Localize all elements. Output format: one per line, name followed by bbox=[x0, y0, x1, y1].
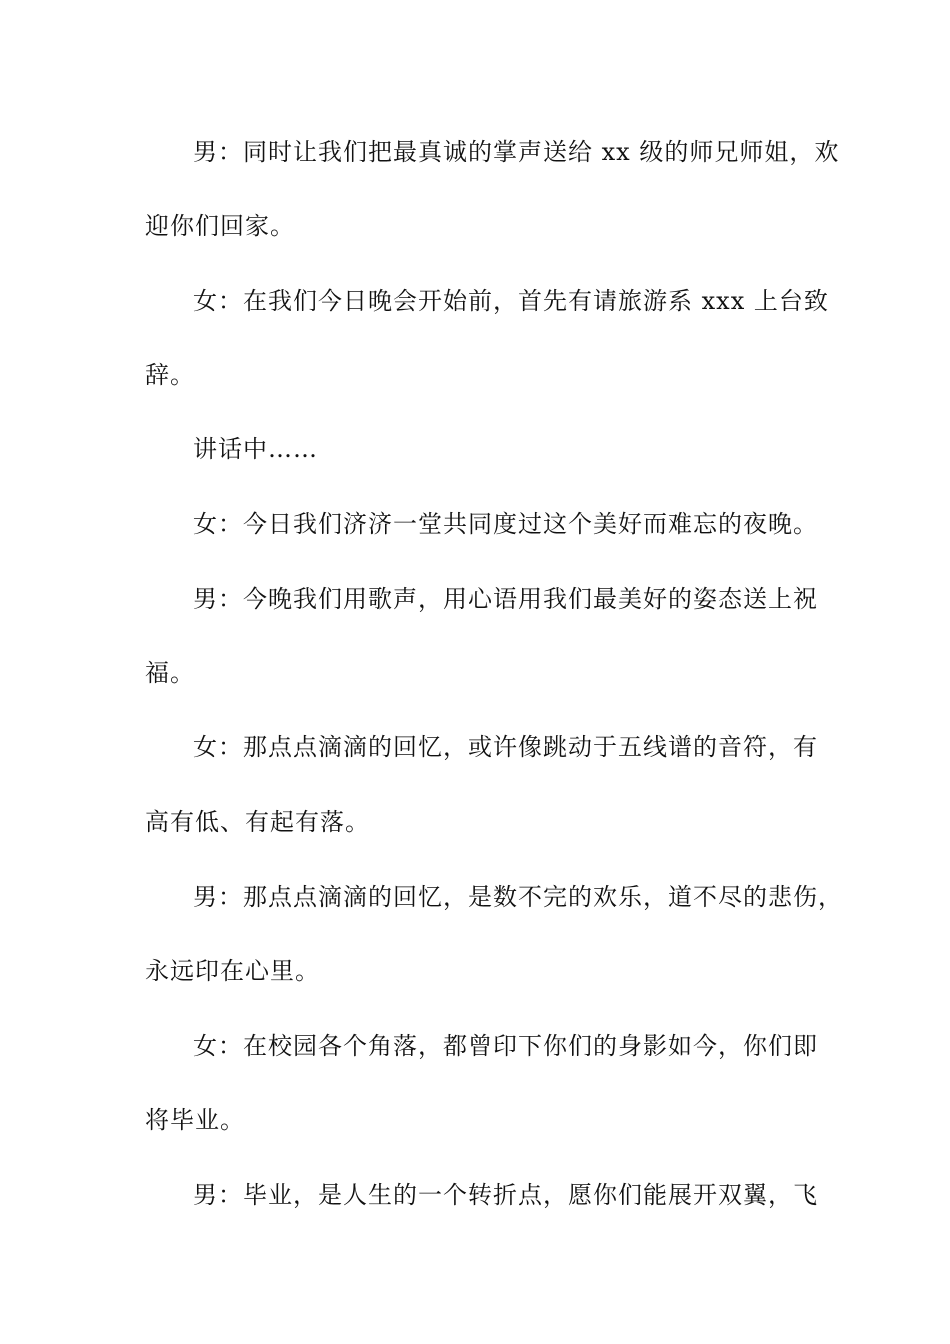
paragraph-line: 男：毕业，是人生的一个转折点，愿你们能展开双翼，飞 bbox=[193, 1181, 818, 1209]
paragraph-line: 福。 bbox=[145, 659, 195, 687]
paragraph-line: 女：在我们今日晚会开始前，首先有请旅游系 xxx 上台致 bbox=[193, 287, 829, 315]
paragraph-line: 辞。 bbox=[145, 361, 195, 389]
paragraph-line: 男：那点点滴滴的回忆，是数不完的欢乐，道不尽的悲伤， bbox=[193, 883, 843, 911]
paragraph-line: 永远印在心里。 bbox=[145, 957, 320, 985]
paragraph-line: 将毕业。 bbox=[145, 1106, 245, 1134]
paragraph-line: 讲话中…… bbox=[193, 435, 318, 463]
paragraph-line: 男：同时让我们把最真诚的掌声送给 xx 级的师兄师姐，欢 bbox=[193, 138, 840, 166]
paragraph-line: 女：那点点滴滴的回忆，或许像跳动于五线谱的音符，有 bbox=[193, 733, 818, 761]
paragraph-line: 男：今晚我们用歌声，用心语用我们最美好的姿态送上祝 bbox=[193, 585, 818, 613]
paragraph-line: 女：在校园各个角落，都曾印下你们的身影如今，你们即 bbox=[193, 1032, 818, 1060]
paragraph-line: 迎你们回家。 bbox=[145, 212, 295, 240]
paragraph-line: 女：今日我们济济一堂共同度过这个美好而难忘的夜晚。 bbox=[193, 510, 818, 538]
paragraph-line: 高有低、有起有落。 bbox=[145, 808, 370, 836]
